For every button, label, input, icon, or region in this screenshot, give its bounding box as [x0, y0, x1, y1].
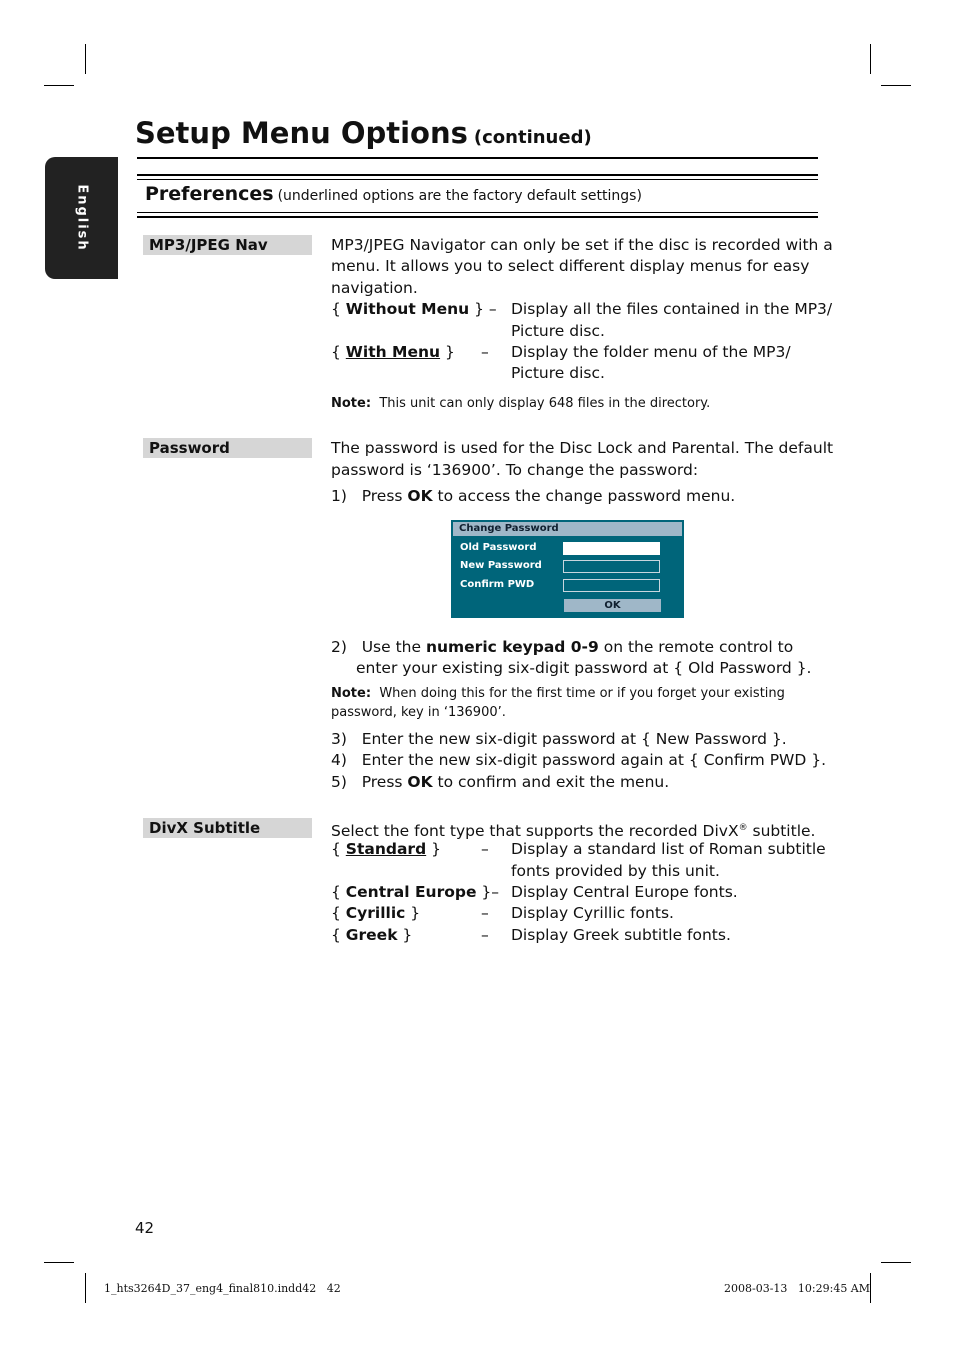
- option-standard-desc: Display a standard list of Roman subtitle: [511, 840, 826, 858]
- option-dash: –: [481, 926, 489, 944]
- crop-mark: [85, 44, 86, 74]
- password-step-4: 4) Enter the new six-digit password again at { Confirm PWD }.: [331, 751, 827, 769]
- mp3-desc-line: MP3/JPEG Navigator can only be set if the disc is recorded with a: [331, 236, 833, 254]
- option-standard-key: Standard: [345, 840, 427, 858]
- crop-mark: [870, 44, 871, 74]
- page-title: [135, 116, 592, 150]
- page-number: 42: [135, 1219, 155, 1237]
- password-step-2: 2) Use the numeric keypad 0-9 on the remote control to: [331, 638, 794, 656]
- option-central-europe-desc: Display Central Europe fonts.: [511, 883, 738, 901]
- option-with-menu-desc: Picture disc.: [511, 364, 605, 382]
- option-greek: { Greek }: [331, 926, 413, 944]
- password-step-3: 3) Enter the new six-digit password at { New Password }.: [331, 730, 787, 748]
- confirm-pwd-label: Confirm PWD: [460, 579, 535, 590]
- note-text: This unit can only display 648 files in the directory.: [379, 396, 711, 411]
- crop-mark: [44, 1262, 74, 1263]
- option-dash: –: [481, 840, 489, 858]
- option-central-europe: { Central Europe }–: [331, 883, 500, 901]
- new-password-field[interactable]: [563, 560, 660, 573]
- footer-file: 1_hts3264D_37_eng4_final810.indd42 42: [104, 1282, 341, 1295]
- mp3-desc-line: navigation.: [331, 279, 418, 297]
- section-rule-bottom-thin: [137, 212, 818, 213]
- option-dash: –: [481, 343, 489, 361]
- note-text: When doing this for the first time or if you forget your existing: [379, 686, 785, 701]
- option-with-menu: { With Menu }: [331, 343, 455, 361]
- section-title: Preferences: [145, 183, 274, 205]
- password-desc-line: The password is used for the Disc Lock and Parental. The default: [331, 439, 834, 457]
- confirm-pwd-field[interactable]: [563, 579, 660, 592]
- option-cyrillic: { Cyrillic }: [331, 904, 421, 922]
- mp3-jpeg-nav-label: MP3/JPEG Nav: [143, 235, 312, 255]
- page-title-continued: (continued): [473, 127, 592, 148]
- section-rule-bottom: [137, 216, 818, 218]
- section-rule-top-thin: [137, 179, 818, 180]
- option-central-europe-key: Central Europe: [345, 883, 477, 901]
- password-label: Password: [143, 438, 312, 458]
- title-rule: [137, 157, 818, 159]
- option-without-menu-key: Without Menu: [345, 300, 470, 318]
- option-dash: –: [481, 904, 489, 922]
- section-subtitle: (underlined options are the factory default settings): [277, 188, 642, 204]
- dialog-title: Change Password: [453, 522, 682, 536]
- crop-mark: [881, 1262, 911, 1263]
- option-without-menu-desc: Picture disc.: [511, 322, 605, 340]
- password-note: [331, 684, 785, 703]
- password-note-cont: password, key in ‘136900’.: [331, 705, 506, 720]
- option-greek-desc: Display Greek subtitle fonts.: [511, 926, 731, 944]
- ok-button[interactable]: OK: [564, 599, 661, 612]
- crop-mark: [870, 1273, 871, 1303]
- password-step-1: 1) Press OK to access the change password menu.: [331, 487, 736, 505]
- section-rule-top: [137, 174, 818, 176]
- password-step-2-cont: enter your existing six-digit password at { Old Password }.: [356, 659, 812, 677]
- mp3-note: [331, 394, 710, 413]
- language-tab: [45, 157, 118, 279]
- crop-mark: [85, 1273, 86, 1303]
- note-label: Note:: [331, 396, 372, 411]
- crop-mark: [881, 85, 911, 86]
- divx-desc: Select the font type that supports the recorded DivX® subtitle.: [331, 822, 816, 841]
- crop-mark: [44, 85, 74, 86]
- footer-timestamp: 2008-03-13 10:29:45 AM: [724, 1282, 871, 1295]
- section-heading: [145, 183, 642, 205]
- option-with-menu-key: With Menu: [345, 343, 441, 361]
- language-tab-label: English: [74, 184, 89, 252]
- change-password-dialog: [451, 520, 684, 618]
- divx-subtitle-label: DivX Subtitle: [143, 818, 312, 838]
- option-without-menu: { Without Menu } –: [331, 300, 497, 318]
- mp3-desc-line: menu. It allows you to select different display menus for easy: [331, 257, 810, 275]
- old-password-field[interactable]: [563, 542, 660, 555]
- option-without-menu-desc: Display all the files contained in the MP3/: [511, 300, 833, 318]
- new-password-label: New Password: [460, 560, 542, 571]
- option-greek-key: Greek: [345, 926, 398, 944]
- option-with-menu-desc: Display the folder menu of the MP3/: [511, 343, 791, 361]
- option-cyrillic-key: Cyrillic: [345, 904, 406, 922]
- page-title-text: Setup Menu Options: [135, 116, 468, 150]
- option-standard-desc: fonts provided by this unit.: [511, 862, 720, 880]
- password-desc-line: password is ‘136900’. To change the password:: [331, 461, 699, 479]
- note-label: Note:: [331, 686, 372, 701]
- old-password-label: Old Password: [460, 542, 537, 553]
- password-step-5: 5) Press OK to confirm and exit the menu.: [331, 773, 670, 791]
- option-standard: { Standard }: [331, 840, 441, 858]
- option-cyrillic-desc: Display Cyrillic fonts.: [511, 904, 674, 922]
